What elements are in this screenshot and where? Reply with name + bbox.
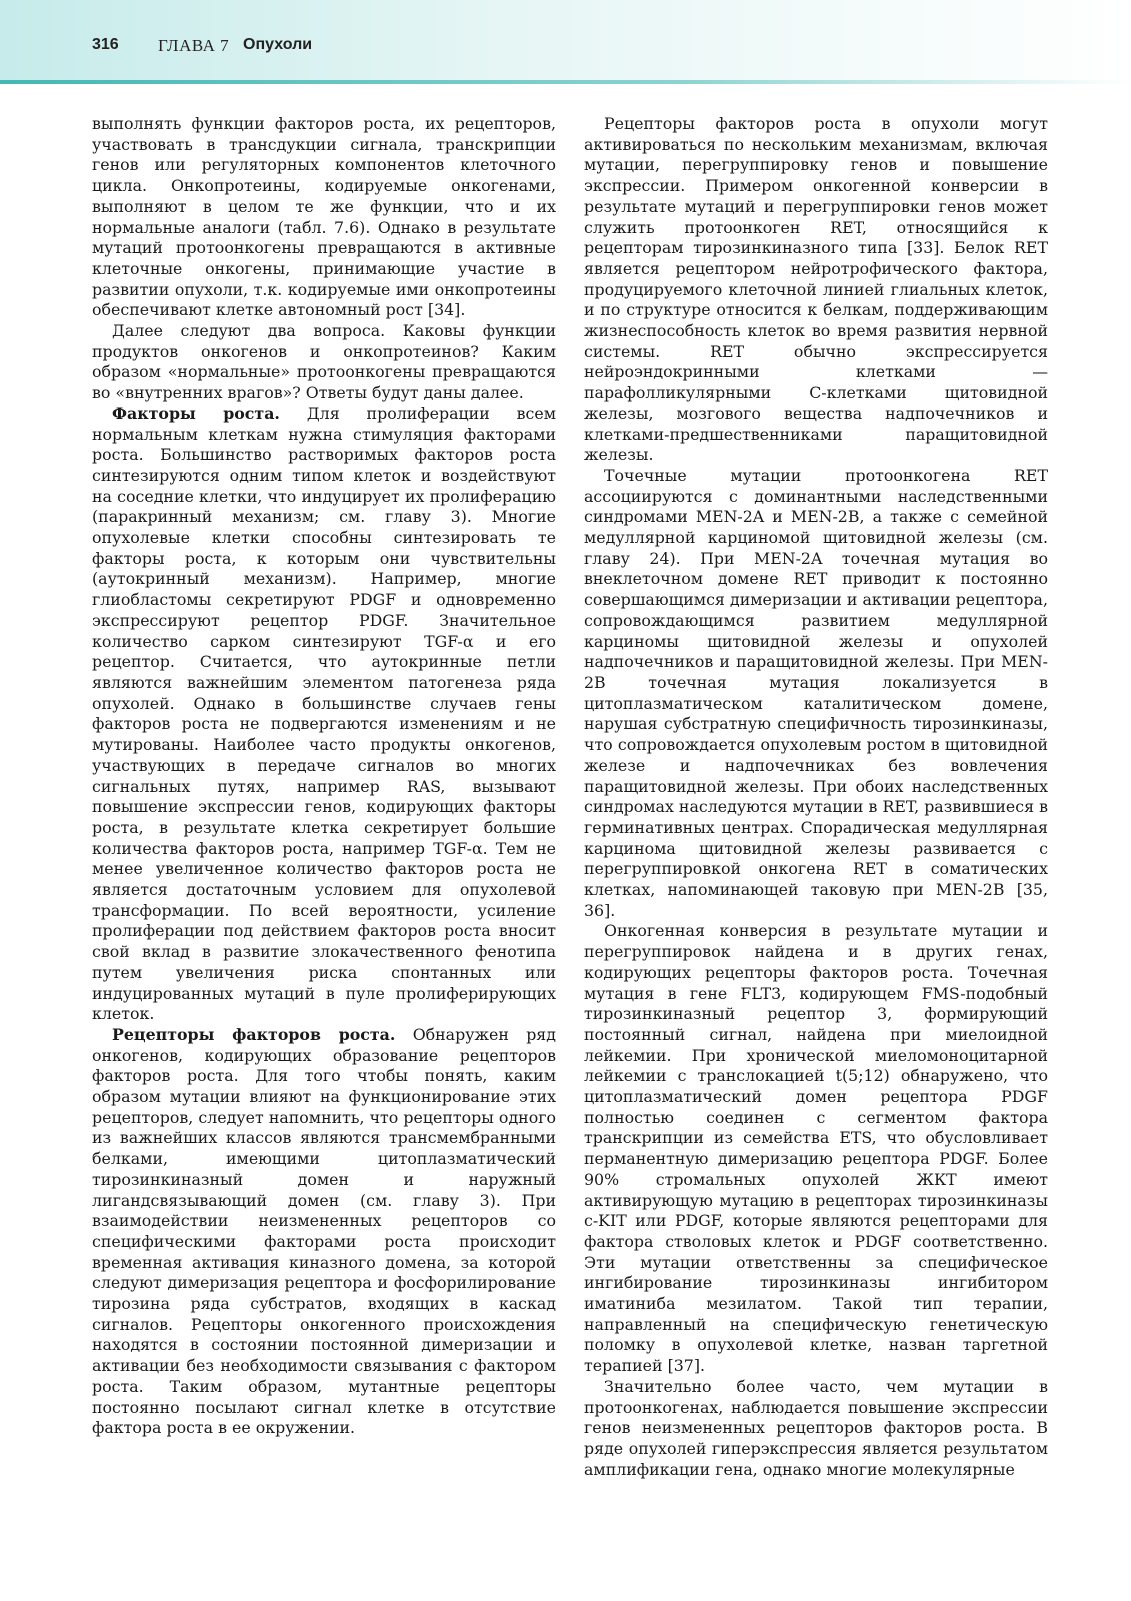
paragraph-text: Для пролиферации всем нормальным клеткам нужна стимуляция факторами роста. Большинство растворимых факторов роста синтезируются одним типом клеток и воздействуют на соседние клетки, что индуцирует их пролиферацию (паракринный механизм; см. главу 3). Многие опухолевые клетки способны синтезировать те факторы роста, к которым они чувствительны (аутокринный механизм). Например, многие глиобластомы секретируют PDGF и одновременно экспрессируют рецептор PDGF. Значительное количество сарком синтезируют TGF-α и его рецептор. Считается, что аутокринные петли являются важнейшим элементом патогенеза ряда опухолей. Однако в большинстве случаев гены факторов роста не подвергаются изменениям и не мутированы. Наиболее часто продукты онкогенов, участвующих в передаче сигналов во многих сигнальных путях, например RAS, вызывают повышение экспрессии генов, кодирующих факторы роста, в результате клетка секретирует большие количества факторов роста, например TGF-α. Тем не менее увеличенное количество факторов роста не является достаточным условием для опухолевой трансформации. По всей вероятности, усиление пролиферации под действием факторов роста вносит свой вклад в развитие злокачественного фенотипа путем увеличения риска спонтанных или индуцированных мутаций в пуле пролиферирующих клеток. [92,403,556,1024]
paragraph [584,466,1048,921]
header-rule [0,80,1131,84]
paragraph [92,404,556,1025]
paragraph [584,921,1048,1376]
paragraph-text: Рецепторы факторов роста в опухоли могут активироваться по нескольким механизмам, включая мутации, перегруппировку генов и повышение экспрессии. Примером онкогенной конверсии в результате мутаций и перегруппировки генов может служить протоонкоген RET, относящийся к рецепторам тирозинкиназного типа [33]. Белок RET является рецептором нейротрофического фактора, продуцируемого клеточной линией глиальных клеток, и по структуре относится к белкам, поддерживающим жизнеспособность клеток во время развития нервной системы. RET обычно экспрессируется нейроэндокринными клетками — парафолликулярными С-клетками щитовидной железы, мозгового вещества надпочечников и клетками-предшественниками паращитовидной железы. [584,114,1048,465]
paragraph-text: Обнаружен ряд онкогенов, кодирующих образование рецепторов факторов роста. Для того чтобы понять, каким образом мутации влияют на функционирование этих рецепторов, следует напомнить, что рецепторы одного из важнейших классов являются трансмембранными белками, имеющими цитоплазматический тирозинкиназный домен и наружный лигандсвязывающий домен (см. главу 3). При взаимодействии неизмененных рецепторов со специфическими факторами роста происходит временная активация киназного домена, за которой следуют димеризация рецептора и фосфорилирование тирозина ряда субстратов, входящих в каскад сигналов. Рецепторы онкогенного происхождения находятся в состоянии постоянной димеризации и активации без необходимости связывания с фактором роста. Таким образом, мутантные рецепторы постоянно посылают сигнал клетке в отсутствие фактора роста в ее окружении. [92,1024,556,1438]
paragraph [92,321,556,404]
paragraph-text: Значительно более часто, чем мутации в протоонкогенах, наблюдается повышение экспрессии генов неизмененных рецепторов факторов роста. В ряде опухолей гиперэкспрессия является результатом амплификации гена, однако многие молекулярные [584,1376,1048,1479]
paragraph-text: выполнять функции факторов роста, их рецепторов, участвовать в трансдукции сигнала, транскрипции генов или регуляторных компонентов клеточного цикла. Онкопротеины, кодируемые онкогенами, выполняют в целом те же функции, что и их нормальные аналоги (табл. 7.6). Однако в результате мутаций протоонкогены превращаются в активные клеточные онкогены, принимающие участие в развитии опухоли, т.к. кодируемые ими онкопротеины обеспечивают клетке автономный рост [34]. [92,114,556,320]
paragraph [92,114,556,321]
paragraph [584,114,1048,466]
right-column [584,114,1048,1480]
page-number: 316 [92,36,119,53]
chapter-name: Опухоли [243,36,313,53]
paragraph-text: Онкогенная конверсия в результате мутации и перегруппировок найдена и в других генах, кодирующих рецепторы факторов роста. Точечная мутация в гене FLT3, кодирующем FMS-подобный тирозинкиназный рецептор 3, формирующий постоянный сигнал, найдена при миелоидной лейкемии. При хронической миеломоноцитарной лейкемии с транслокацией t(5;12) обнаружено, что цитоплазматический домен рецептора PDGF полностью соединен с сегментом фактора транскрипции из семейства ETS, что обусловливает перманентную димеризацию рецептора PDGF. Более 90% стромальных опухолей ЖКТ имеют активирующую мутацию в рецепторах тирозинкиназы c-KIT или PDGF, которые являются рецепторами для фактора стволовых клеток и PDGF соответственно. Эти мутации ответственны за специфическое ингибирование тирозинкиназы ингибитором иматиниба мезилатом. Такой тип терапии, направленный на специфическую генетическую поломку в опухолевой клетке, назван таргетной терапией [37]. [584,921,1048,1376]
chapter-label: ГЛАВА 7 [158,36,230,55]
paragraph-lead: Факторы роста. [112,403,280,423]
paragraph-text: Точечные мутации протоонкогена RET ассоциируются с доминантными наследственными синдромами MEN-2A и MEN-2B, а также с семейной медуллярной карциномой щитовидной железы (см. главу 24). При MEN-2A точечная мутация во внеклеточном домене RET приводит к постоянно совершающимся димеризации и активации рецептора, сопровождающимся развитием медуллярной карциномы щитовидной железы и опухолей надпочечников и паращитовидной железы. При MEN-2B точечная мутация локализуется в цитоплазматическом каталитическом домене, нарушая субстратную специфичность тирозинкиназы, что сопровождается опухолевым ростом в щитовидной железе и надпочечниках без вовлечения паращитовидной железы. При обоих наследственных синдромах наследуются мутации в RET, развившиеся в герминативных центрах. Спорадическая медуллярная карцинома щитовидной железы развивается с перегруппировкой онкогена RET в соматических клетках, напоминающей таковую при MEN-2B [35, 36]. [584,465,1048,920]
paragraph-text: Далее следуют два вопроса. Каковы функции продуктов онкогенов и онкопротеинов? Каким образом «нормальные» протоонкогены превращаются во «внутренних врагов»? Ответы будут даны далее. [92,321,556,403]
paragraph [584,1377,1048,1481]
paragraph-lead: Рецепторы факторов роста. [112,1024,396,1044]
paragraph [92,1025,556,1439]
left-column [92,114,556,1439]
